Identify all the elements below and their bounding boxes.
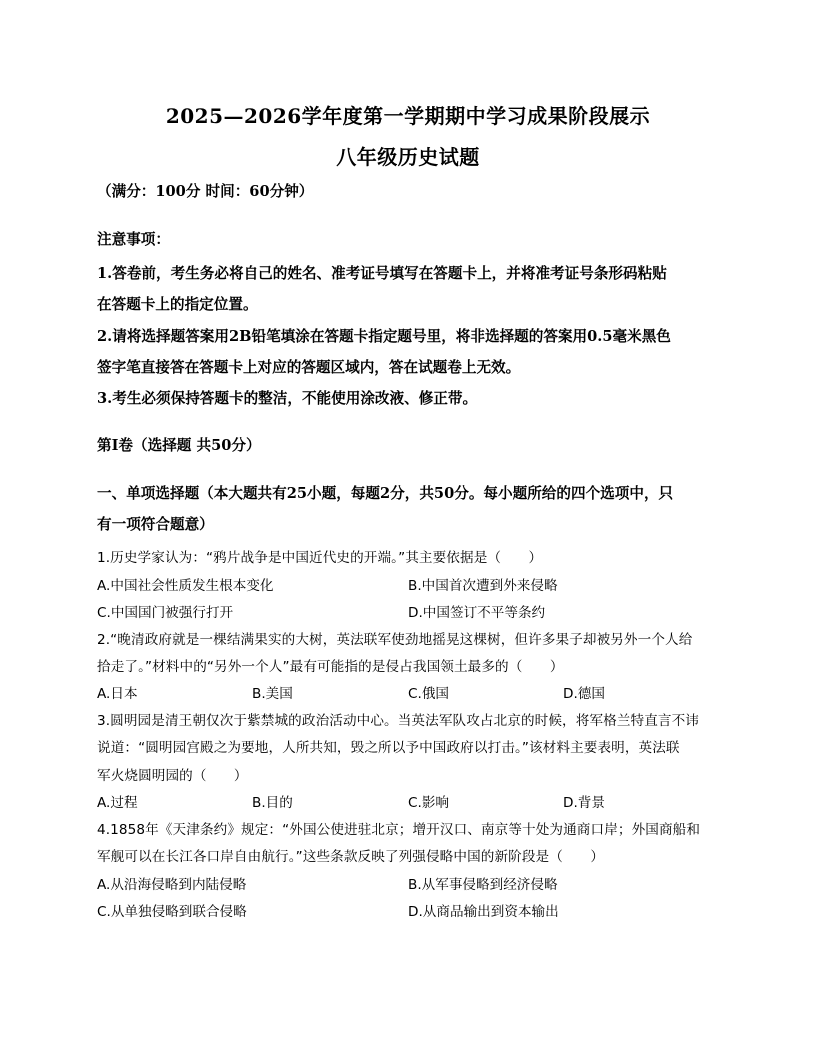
notice-heading: 注意事项： (97, 231, 170, 248)
question-4-stem: 4.1858年《天津条约》规定：“外国公使进驻北京；增开汉口、南京等十处为通商口岸；外国商船和 (97, 822, 701, 838)
question-3-option-c: C.影响 (408, 795, 450, 811)
question-4-option-b: B.从军事侵略到经济侵略 (408, 877, 558, 893)
exam-subtitle: 八年级历史试题 (336, 145, 480, 169)
question-4-option-c: C.从单独侵略到联合侵略 (97, 904, 247, 920)
notice-item-1-cont: 在答题卡上的指定位置。 (97, 296, 258, 313)
question-3-option-a: A.过程 (97, 795, 138, 811)
question-1-option-a: A.中国社会性质发生根本变化 (97, 578, 274, 594)
question-1-option-d: D.中国签订不平等条约 (408, 605, 546, 621)
notice-item-1: 1.答卷前，考生务必将自己的姓名、准考证号填写在答题卡上，并将准考证号条形码粘贴 (97, 265, 667, 282)
question-3-stem: 3.圆明园是清王朝仅次于紫禁城的政治活动中心。当英法军队攻占北京的时候，将军格兰特直言不讳 (97, 713, 699, 729)
question-2-option-a: A.日本 (97, 686, 138, 702)
question-1-option-b: B.中国首次遭到外来侵略 (408, 578, 558, 594)
question-3-stem-end: 军火烧圆明园的（ ） (97, 768, 248, 784)
question-4-option-a: A.从沿海侵略到内陆侵略 (97, 877, 247, 893)
question-3-option-d: D.背景 (563, 795, 605, 811)
question-3-stem-cont: 说道：“圆明园宫殿之为要地，人所共知，毁之所以予中国政府以打击。”该材料主要表明，英法联 (97, 740, 680, 756)
question-2-stem: 2.“晚清政府就是一棵结满果实的大树，英法联军使劲地摇晃这棵树，但许多果子却被另外一个人给 (97, 632, 693, 648)
volume-title: 第Ⅰ卷（选择题 共50分） (97, 437, 261, 454)
question-1-option-c: C.中国国门被强行打开 (97, 605, 234, 621)
question-2-option-c: C.俄国 (408, 686, 450, 702)
question-2-option-b: B.美国 (252, 686, 293, 702)
question-4-stem-cont: 军舰可以在长江各口岸自由航行。”这些条款反映了列强侵略中国的新阶段是（ ） (97, 849, 605, 865)
part-title: 一、单项选择题（本大题共有25小题，每题2分，共50分。每小题所给的四个选项中，只 (97, 485, 674, 502)
exam-meta: （满分：100分 时间：60分钟） (97, 183, 314, 200)
notice-item-3: 3.考生必须保持答题卡的整洁，不能使用涂改液、修正带。 (97, 390, 478, 407)
question-1-stem: 1.历史学家认为：“鸦片战争是中国近代史的开端。”其主要依据是（ ） (97, 550, 543, 566)
question-2-option-d: D.德国 (563, 686, 605, 702)
question-4-option-d: D.从商品输出到资本输出 (408, 904, 559, 920)
part-title-cont: 有一项符合题意） (97, 516, 214, 533)
notice-item-2: 2.请将选择题答案用2B铅笔填涂在答题卡指定题号里，将非选择题的答案用0.5毫米黑色 (97, 328, 671, 345)
question-2-stem-cont: 拾走了。”材料中的“另外一个人”最有可能指的是侵占我国领土最多的（ ） (97, 659, 564, 675)
notice-item-2-cont: 签字笔直接答在答题卡上对应的答题区域内，答在试题卷上无效。 (97, 359, 521, 376)
question-3-option-b: B.目的 (252, 795, 293, 811)
exam-title: 2025—2026学年度第一学期期中学习成果阶段展示 (165, 104, 651, 128)
